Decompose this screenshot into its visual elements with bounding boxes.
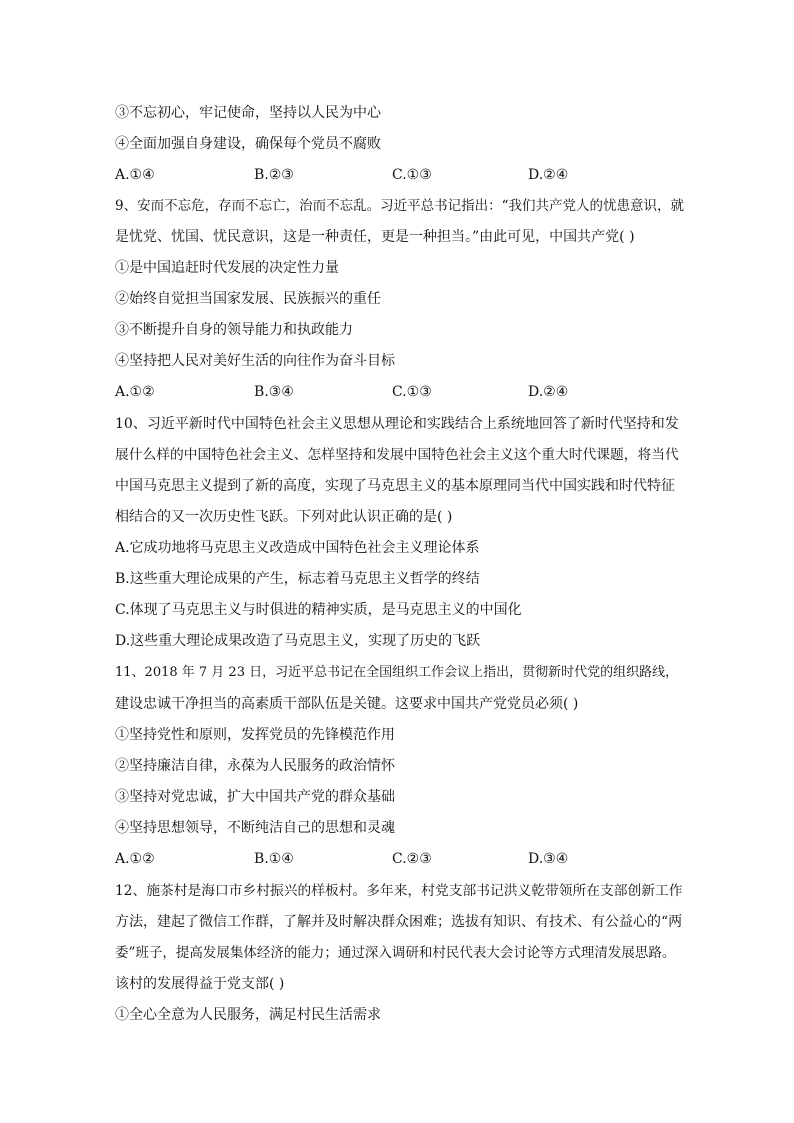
q8-options [115,165,685,185]
q9-item-2: ②始终自觉担当国家发展、民族振兴的重任 [115,291,381,307]
q9-stem-line-2: 是忧党、忧国、忧民意识，这是一种责任，更是一种担当。”由此可见，中国共产党( ) [115,229,635,245]
q10-option-a: A.它成功地将马克思主义改造成中国特色社会主义理论体系 [115,540,480,556]
q10-option-b: B.这些重大理论成果的产生，标志着马克思主义哲学的终结 [115,571,480,587]
q8-option-a: A.①④ [115,167,155,183]
q11-options [115,849,685,869]
q10-stem-line-4: 相结合的又一次历史性飞跃。下列对此认识正确的是( ) [115,509,453,525]
q11-item-3: ③坚持对党忠诚，扩大中国共产党的群众基础 [115,789,395,805]
q11-stem-line-2: 建设忠诚干净担当的高素质干部队伍是关键。这要求中国共产党党员必须( ) [115,696,579,712]
q11-option-b: B.①④ [254,851,294,867]
q12-item-1: ①全心全意为人民服务，满足村民生活需求 [115,1007,381,1023]
q12-stem-line-3: 委”班子，提高发展集体经济的能力；通过深入调研和村民代表大会讨论等方式理清发展思路。 [115,945,676,961]
q11-option-a: A.①② [115,851,155,867]
q9-option-a: A.①② [115,384,155,400]
q11-option-c: C.②③ [392,851,432,867]
q11-option-d: D.③④ [528,851,569,867]
q8-option-b: B.②③ [254,167,294,183]
q9-option-d: D.②④ [528,384,569,400]
q9-item-4: ④坚持把人民对美好生活的向往作为奋斗目标 [115,353,395,369]
q9-item-1: ①是中国追赶时代发展的决定性力量 [115,260,339,276]
q11-stem-line-1: 11、2018 年 7 月 23 日，习近平总书记在全国组织工作会议上指出，贯彻新时代党的组织路线， [115,665,679,680]
q10-stem-line-3: 中国马克思主义提到了新的高度，实现了马克思主义的基本原理同当代中国实践和时代特征 [115,478,675,494]
q11-item-4: ④坚持思想领导，不断纯洁自己的思想和灵魂 [115,820,395,836]
q12-stem-line-1: 12、施茶村是海口市乡村振兴的样板村。多年来，村党支部书记洪义乾带领所在支部创新工作 [115,883,683,899]
q9-option-b: B.③④ [254,384,294,400]
q9-options [115,382,685,402]
q10-stem-line-1: 10、习近平新时代中国特色社会主义思想从理论和实践结合上系统地回答了新时代坚持和发 [115,416,679,432]
q11-item-1: ①坚持党性和原则，发挥党员的先锋模范作用 [115,727,395,743]
q9-item-3: ③不断提升自身的领导能力和执政能力 [115,322,353,338]
q10-option-d: D.这些重大理论成果改造了马克思主义，实现了历史的飞跃 [115,633,481,649]
q8-item-4: ④全面加强自身建设，确保每个党员不腐败 [115,136,381,152]
q8-item-3: ③不忘初心，牢记使命，坚持以人民为中心 [115,105,381,121]
q11-item-2: ②坚持廉洁自律，永葆为人民服务的政治情怀 [115,758,395,774]
q8-option-d: D.②④ [528,167,569,183]
q8-option-c: C.①③ [392,167,432,183]
q12-stem-line-4: 该村的发展得益于党支部( ) [115,976,285,992]
q10-stem-line-2: 展什么样的中国特色社会主义、怎样坚持和发展中国特色社会主义这个重大时代课题，将当代 [115,447,679,463]
q9-stem-line-1: 9、安而不忘危，存而不忘亡，治而不忘乱。习近平总书记指出：“我们共产党人的忧患意识，就 [115,198,684,214]
q10-option-c: C.体现了马克思主义与时俱进的精神实质，是马克思主义的中国化 [115,602,522,618]
q9-option-c: C.①③ [392,384,432,400]
q12-stem-line-2: 方法，建起了微信工作群，了解并及时解决群众困难；选拔有知识、有技术、有公益心的“两 [115,914,683,930]
